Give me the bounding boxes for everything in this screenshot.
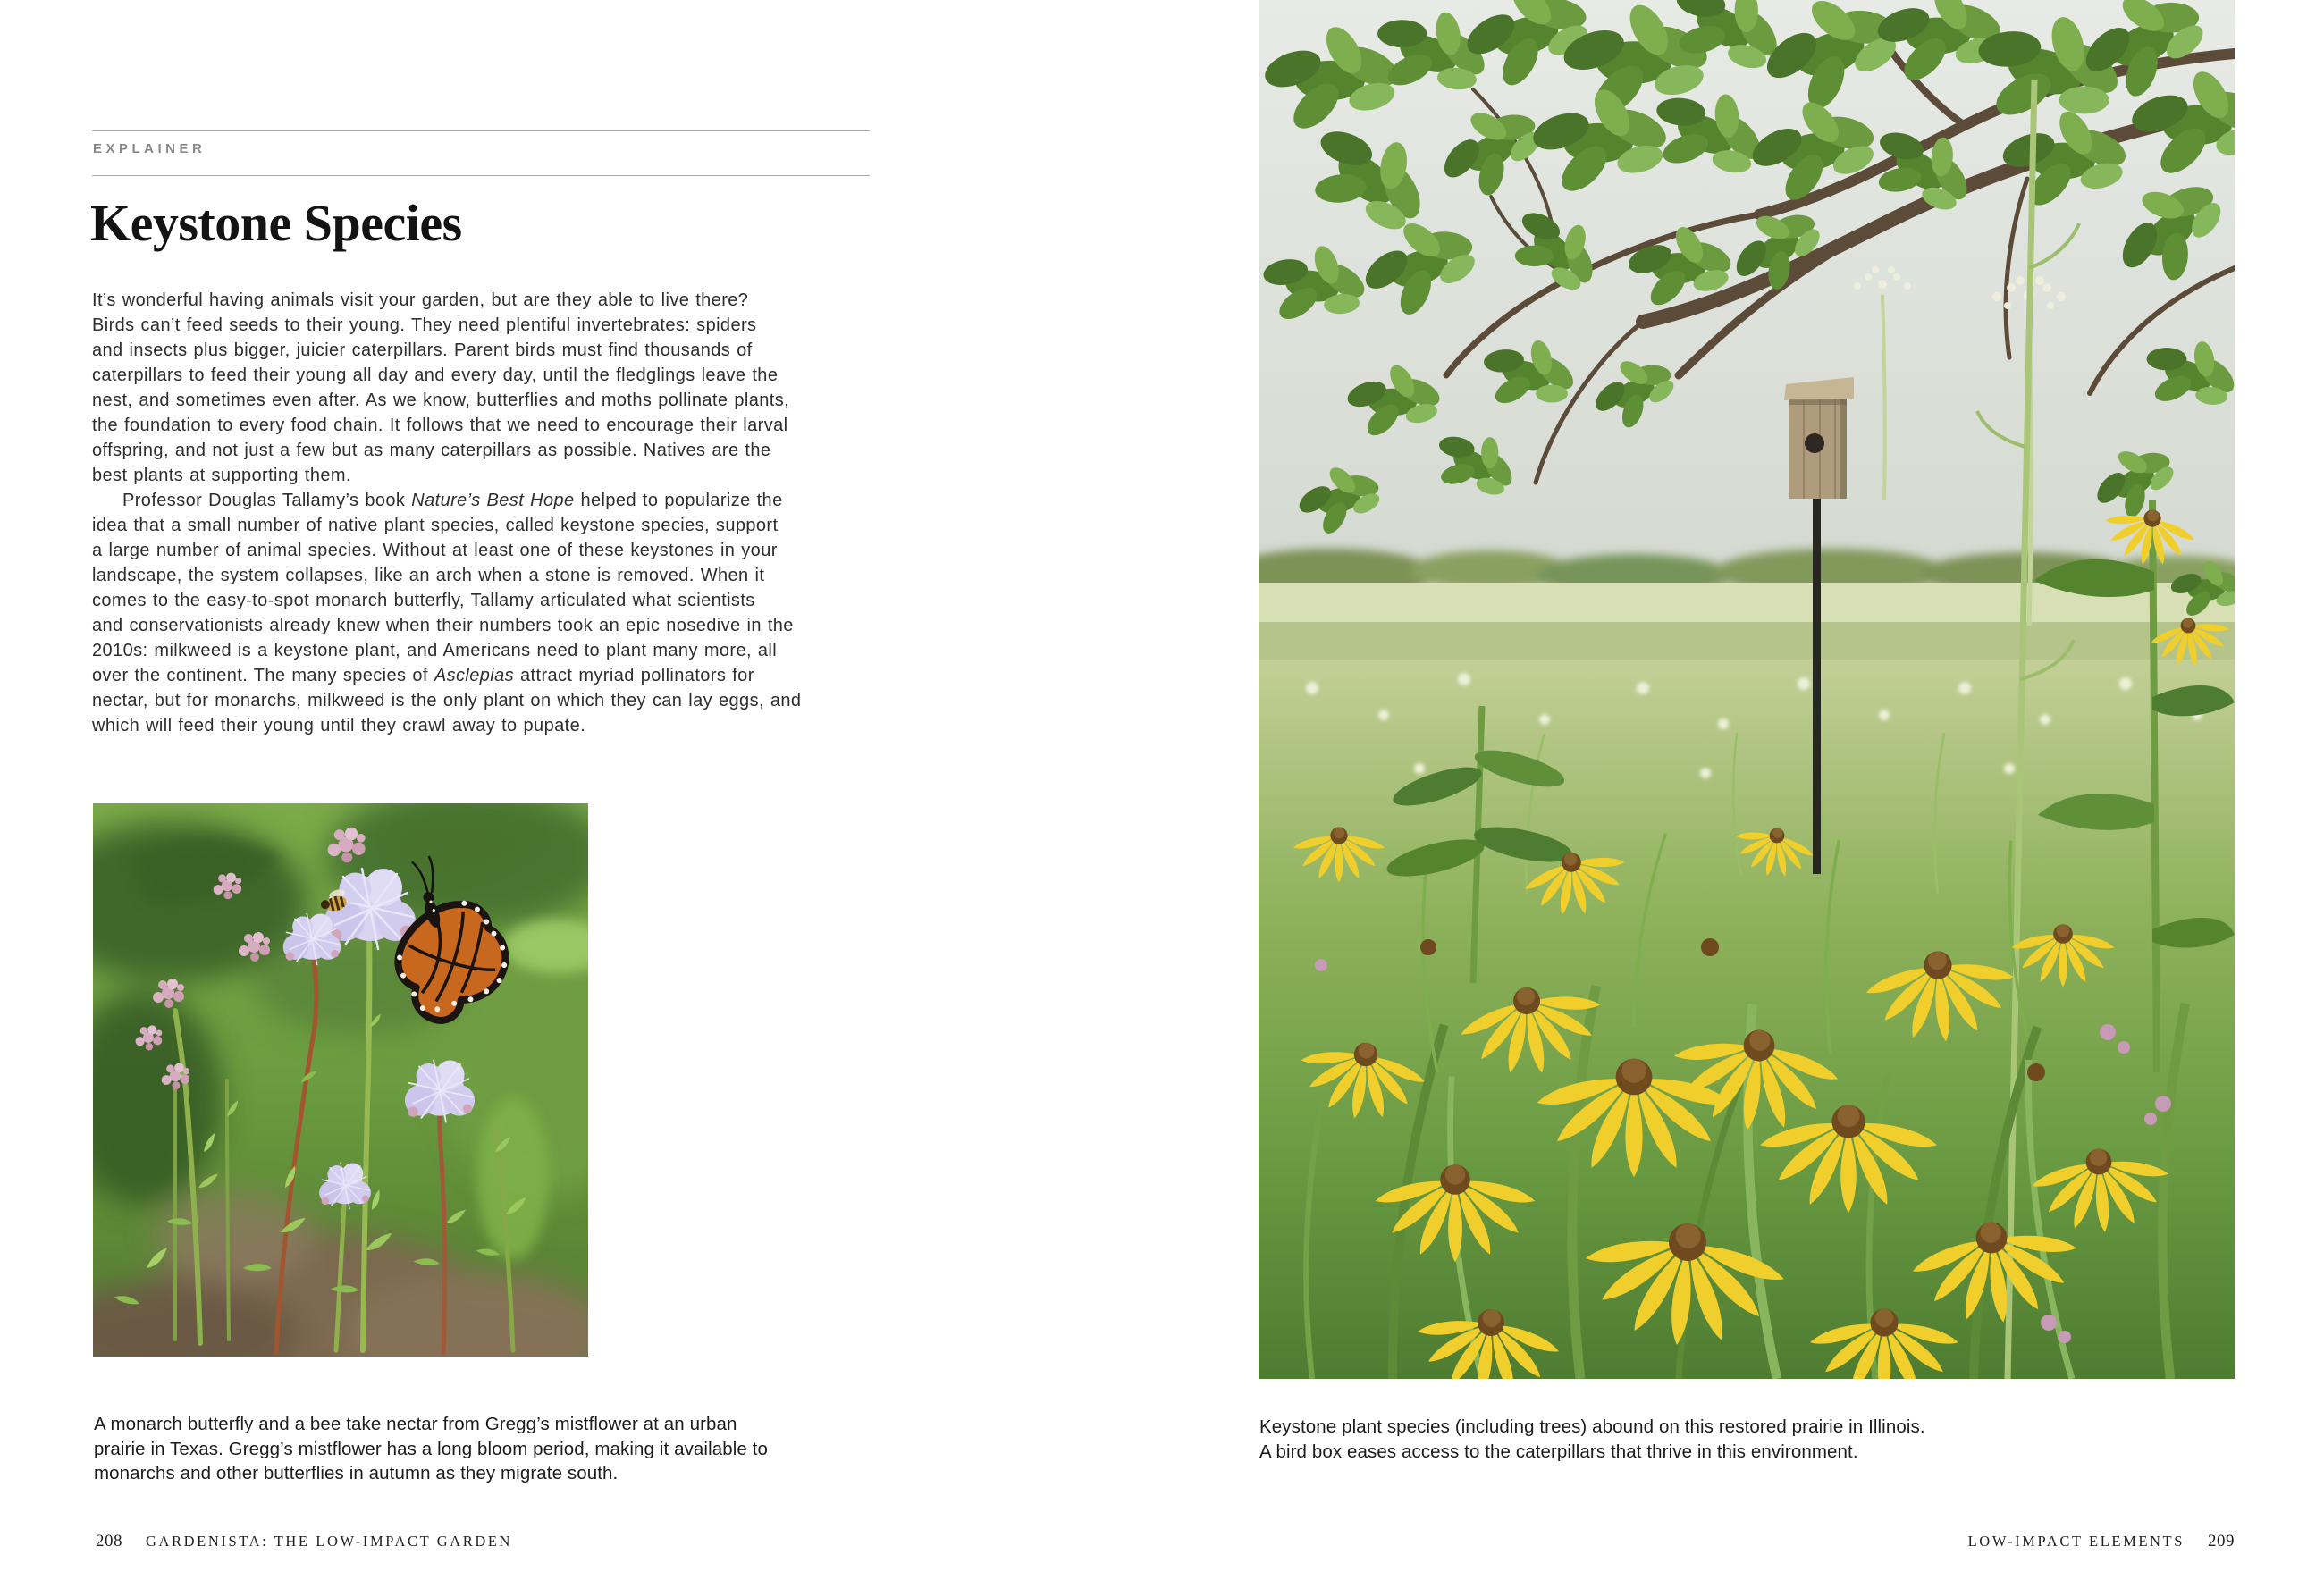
kicker-rule-bottom [92,175,870,176]
bird-box-pole [1813,499,1821,874]
book-title: GARDENISTA: THE LOW-IMPACT GARDEN [146,1533,513,1550]
photo-caption-left: A monarch butterfly and a bee take nectar from Gregg’s mistflower at an urban prairie in Texas. Gregg’s mistflower has a long bloom period, making it available to monarchs and other butterflies in autumn as they migrate south. [94,1414,768,1483]
kicker-rule-top [92,130,870,131]
page-right [1162,0,2324,1588]
photo-caption-right: Keystone plant species (including trees) abound on this restored prairie in Illinois. A bird box eases access to the caterpillars that thrive in this environment. [1259,1416,1925,1462]
page-number-left: 208 [96,1532,122,1550]
monarch-photo [93,803,588,1357]
footer-left [96,1532,512,1551]
prairie-photo [1259,0,2235,1379]
body-paragraph-1: It’s wonderful having animals visit your garden, but are they able to live there? Birds can’t feed seeds to their young. They need plentiful invertebrates: spiders and insects plus bigger, juicier caterpillars. Parent birds must find thousands of caterpillars to feed their young all day and every day, until the fledglings leave the nest, and sometimes even after. As we know, butterflies and moths pollinate plants, the foundation to every food chain. It follows that we need to encourage their larval offspring, and not just a few but as many caterpillars as possible. Natives are the best plants at supporting them. [92,290,790,485]
page-number-right: 209 [2208,1532,2235,1550]
monarch-photo-illustration [93,803,588,1357]
page-title: Keystone Species [90,194,462,252]
article-body [92,288,901,738]
footer-right [1259,1532,2235,1551]
prairie-photo-illustration [1259,0,2235,1379]
bird-box-hole [1805,433,1824,453]
kicker-label: EXPLAINER [93,141,206,156]
body-paragraph-2: Professor Douglas Tallamy’s book Nature’s Best Hope helped to popularize the idea that a small number of native plant species, called keystone species, support a large number of animal species. Without at least one of these keystones in your landscape, the system collapses, like an arch when a stone is removed. When it comes to the easy-to-spot monarch butterfly, Tallamy articulated what scientists and conservationists already knew when their numbers took an epic nosedive in the 2010s: milkweed is a keystone plant, and Americans need to plant many more, all over the continent. The many species of Asclepias attract myriad pollinators for nectar, but for monarchs, milkweed is the only plant on which they can lay eggs, and which will feed their young until they crawl away to pupate. [92,491,802,735]
crop-band [1259,622,2235,662]
section-title: LOW-IMPACT ELEMENTS [1967,1533,2185,1550]
